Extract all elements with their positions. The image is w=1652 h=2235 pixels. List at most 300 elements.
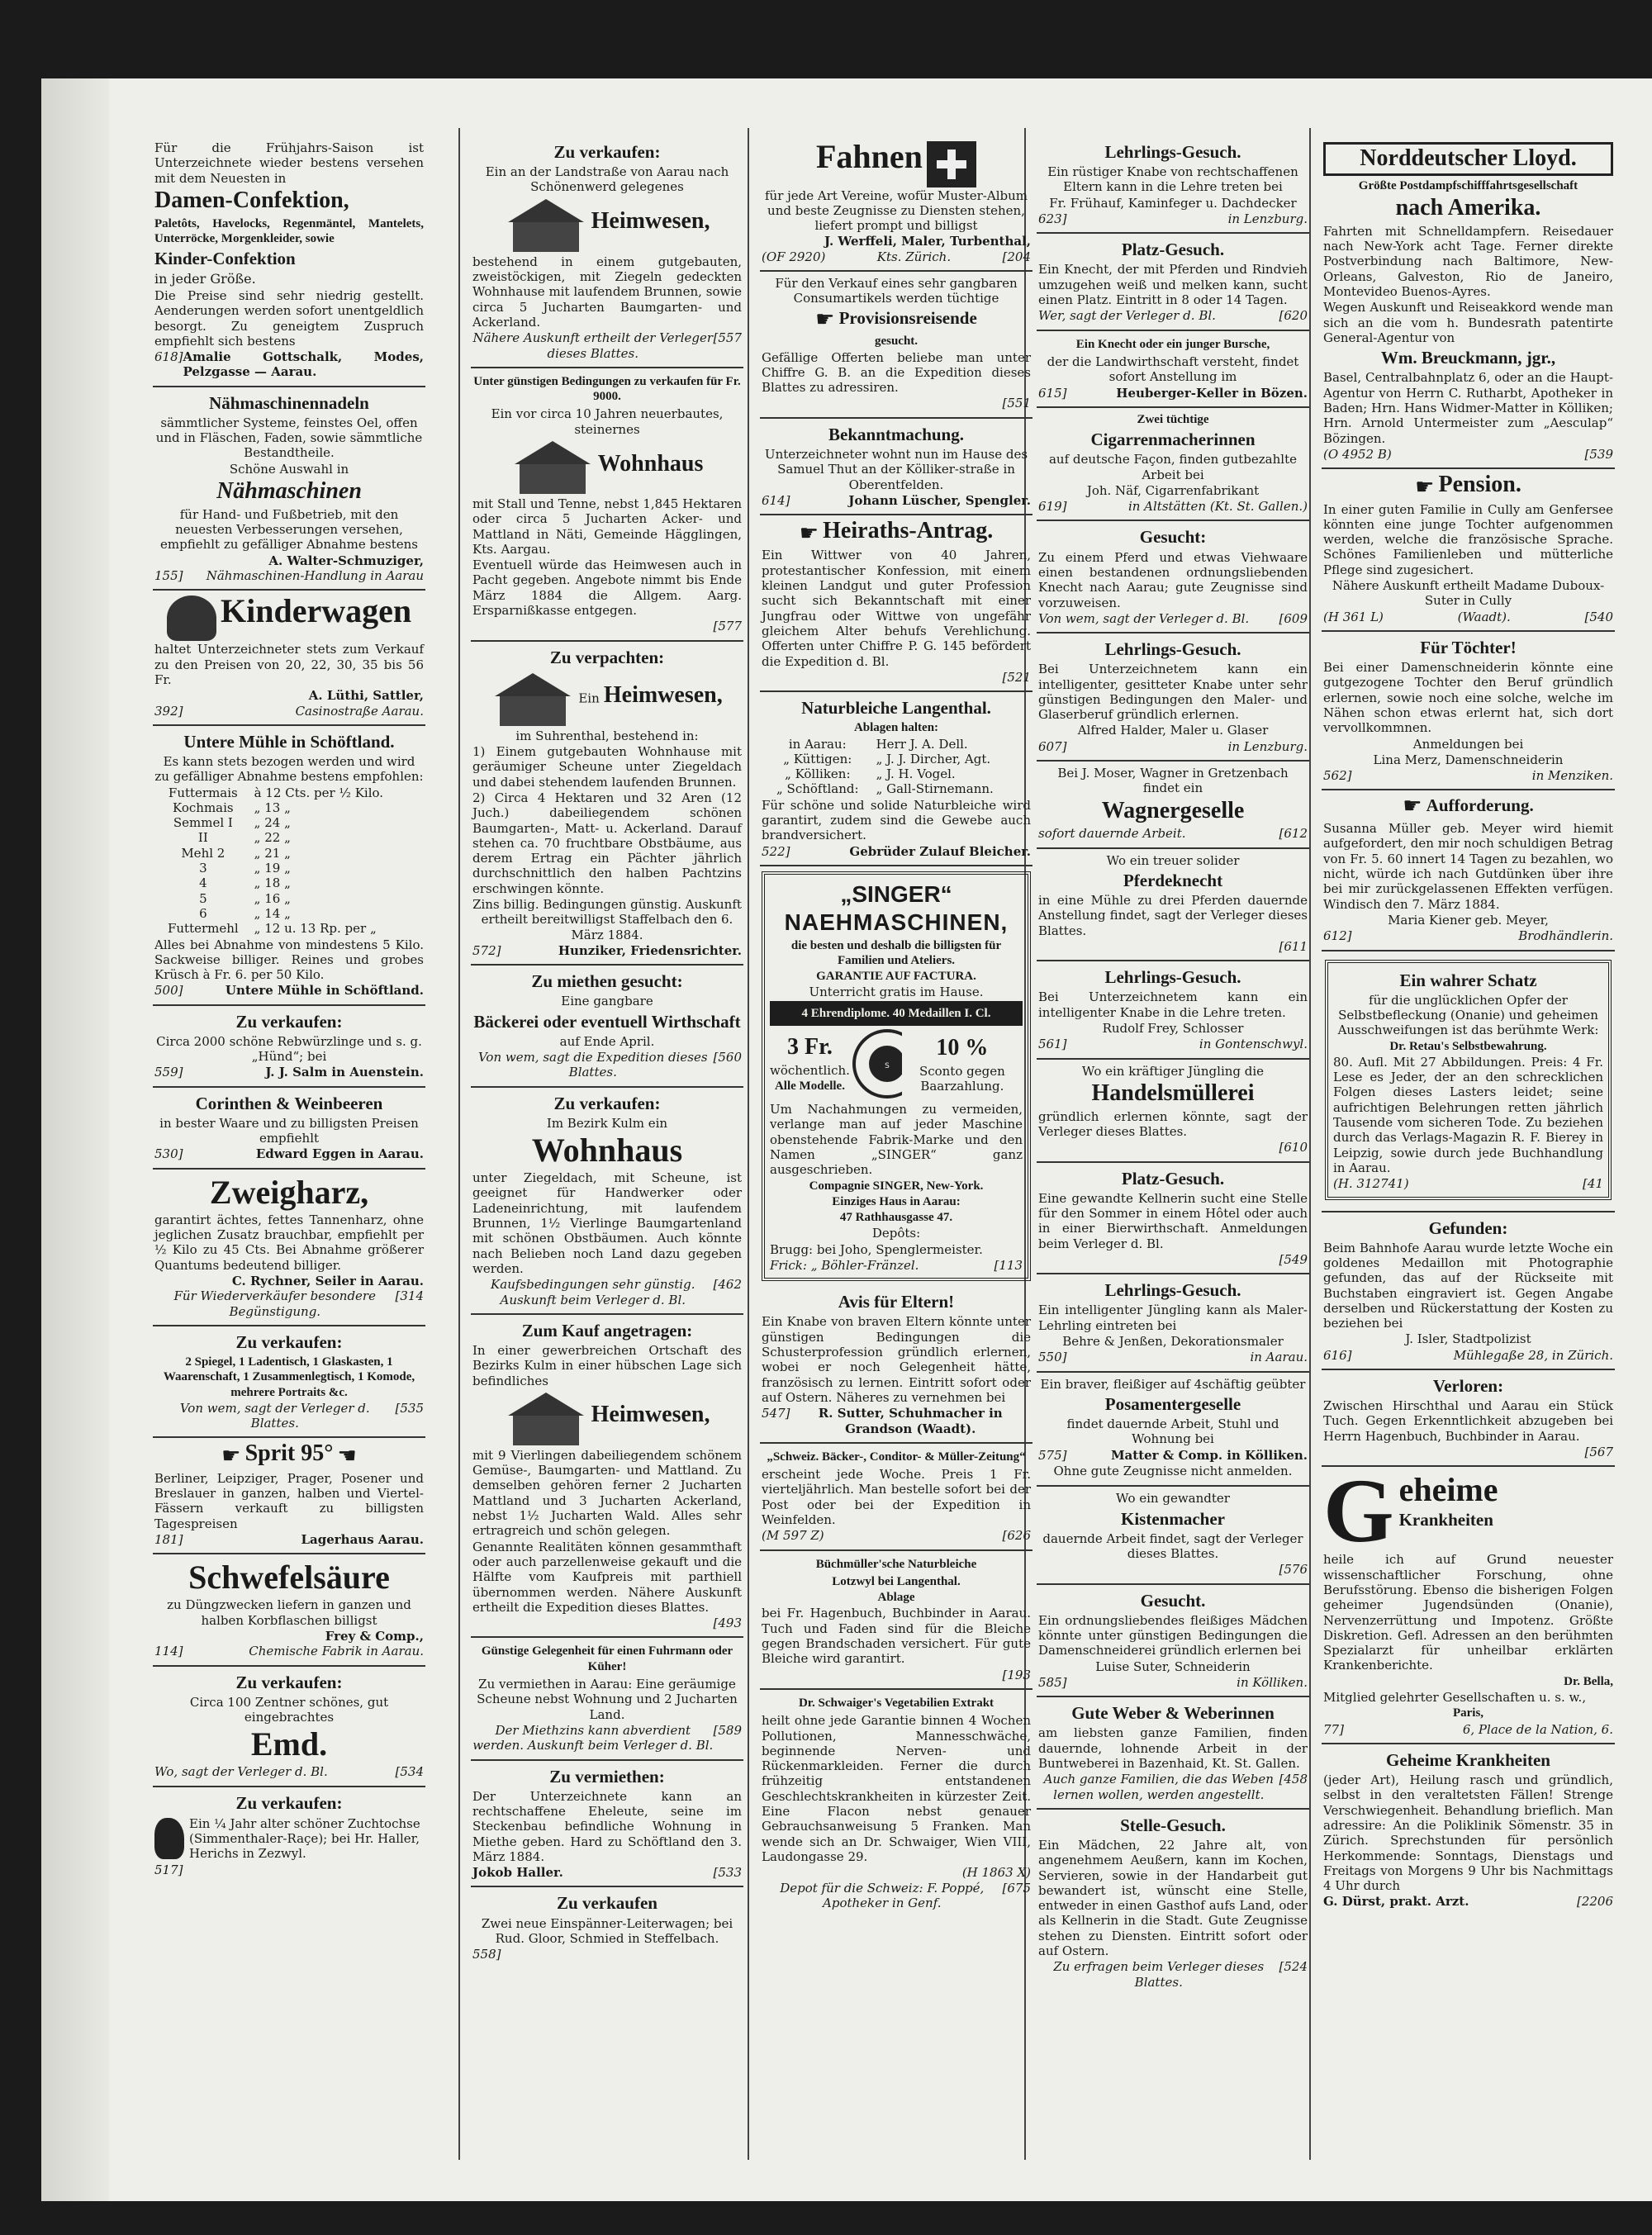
- ad-number: 114]: [154, 1644, 183, 1659]
- ad-text: erscheint jede Woche. Preis 1 Fr. vierteljährlich. Man bestelle sofort bei der Post oder bei der Expedition in Weinfelden.: [762, 1467, 1031, 1527]
- ad-title: Wohnhaus: [531, 1132, 683, 1170]
- ad-address: in Aarau.: [1250, 1350, 1308, 1365]
- ad-handelsmuellerei: [1037, 1060, 1309, 1163]
- ad-title: Heimwesen,: [591, 1402, 710, 1428]
- ad-number: [612: [1279, 826, 1308, 842]
- ad-text: Im Bezirk Kulm ein: [546, 1115, 668, 1131]
- ad-title: Heiraths-Antrag.: [823, 518, 994, 544]
- ad-title: Zu verkaufen:: [235, 1672, 343, 1692]
- ad-baeckerei: [471, 966, 743, 1087]
- pointing-hand-icon: ☛: [799, 520, 819, 546]
- ad-signature: Edward Eggen in Aarau.: [255, 1146, 424, 1162]
- ad-text: gründlich erlernen könnte, sagt der Verleger dieses Blattes.: [1038, 1108, 1308, 1140]
- ad-title: Emd.: [250, 1725, 328, 1763]
- ad-zweigharz: [153, 1170, 425, 1326]
- ad-text: für die unglücklichen Opfer der Selbstbefleckung (Onanie) und geheimen Ausschweifungen ist das berühmte Werk:: [1337, 992, 1599, 1038]
- ad-title: Unter günstigen Bedingungen zu verkaufen für Fr. 9000.: [473, 374, 741, 404]
- price-row: [154, 906, 424, 921]
- ad-text: Kaufsbedingungen sehr günstig. Auskunft beim Verleger d. Bl.: [491, 1277, 695, 1307]
- pointing-hand-icon: ☛: [221, 1444, 241, 1469]
- ad-text: Von wem, sagt der Verleger d. Bl.: [1038, 610, 1250, 626]
- ad-title: Büchmüller'sche Naturbleiche: [815, 1557, 977, 1571]
- price-row: [154, 846, 424, 861]
- depot-row-label: „ Küttigen:: [783, 751, 852, 766]
- ad-title: Zu verkaufen:: [553, 142, 661, 162]
- ad-number: [620: [1279, 308, 1308, 324]
- pointing-hand-icon: ☛: [1403, 794, 1422, 819]
- ad-gefunden: [1322, 1212, 1615, 1371]
- ad-text: Unterzeichneter wohnt nun im Hause des Samuel Thut an der Kölliker-straße in Oberentfelden.: [764, 446, 1028, 492]
- ad-text: Ein rüstiger Knabe von rechtschaffenen Eltern kann in die Lehre treten bei: [1047, 164, 1298, 195]
- ad-title: Nähmaschinen: [216, 478, 362, 505]
- ad-damen-confektion: [153, 136, 425, 387]
- ad-zeitung: [760, 1444, 1032, 1551]
- ad-number: 547]: [762, 1406, 790, 1421]
- price-row-label: Semmel I: [173, 815, 233, 831]
- ad-number: [610: [1279, 1140, 1308, 1155]
- ad-text: bei Fr. Hagenbuch, Buchbinder in Aarau. Tuch und Faden sind für die Bleiche gegen Brandschaden versichert. Für gute Bleiche wird garantirt.: [762, 1606, 1031, 1667]
- ad-title: Gute Weber & Weberinnen: [1071, 1703, 1275, 1724]
- price-row-value: à 12 Cts. per ½ Kilo.: [254, 785, 384, 800]
- ad-text: Für die Frühjahrs-Saison ist Unterzeichnete wieder bestens versehen mit dem Neuesten in: [154, 140, 424, 186]
- drop-capital: G: [1323, 1460, 1394, 1562]
- house-icon: [511, 438, 594, 496]
- ad-number: 612]: [1323, 928, 1352, 944]
- ad-number: 561]: [1038, 1037, 1067, 1052]
- ad-text: Ein ¼ Jahr alter schöner Zuchtochse (Simmenthaler-Raçe); bei Hr. Haller, Herichs in Zezwyl.: [189, 1815, 420, 1862]
- ad-platz-knecht: [1037, 234, 1309, 330]
- ad-title: Zu miethen gesucht:: [531, 971, 683, 992]
- ad-schwefelsaeure: [153, 1554, 425, 1666]
- ad-address: in Gontenschwyl.: [1199, 1037, 1308, 1052]
- ad-text: heile ich auf Grund neuester wissenschaftlicher Forschung, ohne Berufsstörung. Ebenso die bisherigen Folgen geheimer Jugendsünden (Onanie), Nervenzerrüttung und Impotenz. Größte Diskretion. Gefl. Adressen an den berühmten Spezialarzt für unheilbar erklärten Krankenberichte.: [1323, 1552, 1613, 1673]
- ad-signature: Heuberger-Keller in Bözen.: [1116, 385, 1308, 401]
- ad-address: in Lenzburg.: [1227, 738, 1308, 754]
- ad-poliklinik: [1322, 1744, 1615, 1915]
- ad-pferdeknecht: [1037, 849, 1309, 962]
- ad-buechmueller: [760, 1551, 1032, 1690]
- ad-subtitle: Zwei tüchtige: [1137, 412, 1209, 426]
- ad-title: Günstige Gelegenheit für einen Fuhrmann oder Küher!: [481, 1644, 733, 1673]
- ox-icon: [154, 1818, 184, 1859]
- ad-kauf-heimwesen: [471, 1315, 743, 1639]
- ad-title: Kinderwagen: [220, 592, 412, 630]
- ad-heimwesen-schoenenwerd: [471, 136, 743, 368]
- ad-aufforderung: [1322, 790, 1615, 951]
- ad-number: 522]: [762, 843, 790, 859]
- ad-signature: Jokob Haller.: [472, 1865, 563, 1881]
- ad-title: Posamentergeselle: [1104, 1393, 1241, 1414]
- ad-untere-muehle: [153, 726, 425, 1006]
- price-row: [154, 830, 424, 845]
- ad-text: Wo ein kräftiger Jüngling die: [1081, 1063, 1265, 1079]
- price-row-label: Futtermais: [168, 785, 238, 800]
- ad-text: Bei Unterzeichnetem kann ein intelligenter, gesitteter Knabe unter sehr günstigen Bedingungen den Maler- und Glaserberuf gründlich erlernen.: [1038, 662, 1308, 723]
- ad-number: 550]: [1038, 1350, 1067, 1365]
- ad-text: für jede Art Vereine, wofür Muster-Album und beste Zeugnisse zu Diensten stehen, liefert prompt und billigst: [765, 187, 1028, 234]
- price-row-value: „ 13 „: [254, 800, 291, 815]
- ad-number: 77]: [1323, 1721, 1344, 1737]
- ad-text: Zu einem Pferd und etwas Viehwaare einen bestandenen ordnungsliebenden Knecht nach Aarau; gute Zeugnisse sind vorzuweisen.: [1038, 549, 1308, 610]
- ad-number: (O 4952 B): [1323, 446, 1392, 462]
- ad-number: [577: [713, 619, 742, 634]
- ad-signature: Behre & Jenßen, Dekorationsmaler: [1062, 1334, 1284, 1349]
- ad-address: Casinostraße Aarau.: [295, 703, 424, 719]
- ad-number: [540: [1584, 609, 1613, 624]
- ad-title: Lehrlings-Gesuch.: [1104, 142, 1241, 162]
- ad-title: Heimwesen,: [603, 682, 723, 709]
- price-row-label: Kochmais: [173, 800, 234, 815]
- price-row-value: „ 18 „: [254, 875, 291, 891]
- depot-row-label: „ Schöftland:: [776, 781, 859, 797]
- ad-text: Von wem, sagt der Verleger d. Blattes.: [179, 1400, 370, 1431]
- ad-firm: Chemische Fabrik in Aarau.: [249, 1644, 424, 1659]
- ad-title: Provisionsreisende: [838, 307, 977, 328]
- ad-title: Lehrlings-Gesuch.: [1104, 1280, 1241, 1301]
- ad-title: Handelsmüllerei: [1091, 1080, 1255, 1106]
- ad-emd: [153, 1667, 425, 1787]
- ad-text: dauernde Arbeit findet, sagt der Verleger dieses Blattes.: [1042, 1530, 1303, 1561]
- ad-text: Depot für die Schweiz: F. Poppé, Apotheker in Genf.: [780, 1880, 985, 1910]
- pointing-hand-icon: ☛: [815, 306, 835, 332]
- price-row-value: „ 19 „: [254, 861, 291, 876]
- ad-number: 562]: [1323, 768, 1352, 784]
- ad-rebwuerzlinge: [153, 1006, 425, 1088]
- column-rule: [748, 128, 749, 2160]
- ad-title: Lehrlings-Gesuch.: [1104, 967, 1241, 988]
- ad-signature: Rudolf Frey, Schlosser: [1102, 1021, 1244, 1037]
- price-row: [154, 891, 424, 906]
- ad-title: Zu vermiethen:: [549, 1766, 665, 1787]
- ad-text: Der Unterzeichnete kann an rechtschaffene Eheleute, seine im Steckenbau befindliche Wohnung in Miethe geben. Hard zu Schöftland den 3. März 1884.: [472, 1788, 742, 1864]
- ad-signature: Dr. Bella,: [1564, 1674, 1613, 1688]
- ad-signature: Amalie Gottschalk, Modes, Pelzgasse — Aarau.: [183, 349, 424, 380]
- ad-number: 614]: [762, 492, 790, 508]
- ad-text: Zins billig. Bedingungen günstig. Auskunft ertheilt bereitwilligst Staffelbach den 6. März 1884.: [472, 897, 742, 942]
- ad-text: Gefällige Offerten beliebe man unter Chiffre G. B. an die Expedition dieses Blattes zu adressiren.: [762, 349, 1031, 396]
- ad-title: Zu verkaufen:: [235, 1792, 343, 1813]
- ad-title: Zu verkaufen:: [235, 1011, 343, 1032]
- ad-title: Corinthen & Weinbeeren: [195, 1093, 383, 1113]
- ad-number: [204: [1002, 249, 1031, 264]
- depot-row-value: „ Gall-Stirnemann.: [876, 781, 994, 797]
- ad-title: „Schweiz. Bäcker-, Conditor- & Müller-Zeitung“: [767, 1450, 1026, 1464]
- ad-title: Aufforderung.: [1426, 795, 1534, 815]
- ad-signature: Lina Merz, Damenschneiderin: [1373, 752, 1564, 767]
- ad-provisionsreisende: [760, 272, 1032, 419]
- price-label: 3 Fr.: [786, 1034, 833, 1061]
- ad-title: Dr. Schwaiger's Vegetabilien Extrakt: [798, 1696, 995, 1710]
- ad-text: Mitglied gelehrter Gesellschaften u. s. w.,: [1323, 1690, 1587, 1706]
- ad-number: [611: [1279, 939, 1308, 955]
- ad-lehrling-schlosser: [1037, 961, 1309, 1059]
- ad-subtitle: Kinder-Confektion: [154, 249, 296, 269]
- ad-title: Schwefelsäure: [188, 1559, 390, 1597]
- ad-title: Pferdeknecht: [1123, 871, 1223, 890]
- ad-text: Ein an der Landstraße von Aarau nach Schönenwerd gelegenes: [485, 164, 729, 195]
- ad-number: 559]: [154, 1065, 183, 1080]
- ad-title: NAEHMASCHINEN,: [784, 909, 1009, 935]
- ad-subtitle: gesucht.: [874, 335, 919, 349]
- ad-address: in Menziken.: [1531, 768, 1613, 784]
- ad-number: [567: [1584, 1445, 1613, 1460]
- ad-text: Bei J. Moser, Wagner in Gretzenbach findet ein: [1057, 766, 1289, 796]
- ad-text: sämmtlicher Systeme, feinstes Oel, offen und in Fläschen, Faden, sowie sämmtliche Bestandtheile.: [155, 415, 423, 461]
- depot-row: [762, 781, 1031, 796]
- ad-title: Pension.: [1438, 472, 1521, 498]
- ad-address: 47 Rathhausgasse 47.: [839, 1211, 953, 1225]
- ad-number: [113: [994, 1258, 1023, 1273]
- ad-text: Von wem, sagt die Expedition dieses Blattes.: [477, 1050, 708, 1080]
- ad-title: Platz-Gesuch.: [1121, 1168, 1225, 1189]
- ad-posamenter: [1037, 1373, 1309, 1488]
- ad-text: Brugg: bei Joho, Spenglermeister.: [770, 1241, 983, 1257]
- ad-text: haltet Unterzeichneter stets zum Verkauf zu den Preisen von 20, 22, 30, 35 bis 56 Fr.: [154, 642, 424, 687]
- ad-address: (Waadt).: [1457, 609, 1511, 624]
- ad-title: Zum Kauf angetragen:: [521, 1320, 693, 1341]
- ad-number: (M 597 Z): [762, 1528, 824, 1544]
- ad-signature: G. Dürst, prakt. Arzt.: [1323, 1894, 1469, 1910]
- ad-norddeutscher-lloyd: [1322, 136, 1615, 469]
- ad-address: 6, Place de la Nation, 6.: [1462, 1721, 1613, 1737]
- ad-text: heilt ohne jede Garantie binnen 4 Wochen Pollutionen, Mannesschwäche, beginnende Nerven- und Rückenmarkleiden. Ferner die durch frühzeitig entstandenen Geschlechtskrankheiten in kürzester Zeit. Eine Flacon nebst genauer Gebrauchsanweisung 5 Franken. Man wende sich an Dr. Schwaiger, Wien VIII, Laudongasse 29.: [762, 1713, 1031, 1864]
- ad-signature: Maria Kiener geb. Meyer,: [1388, 912, 1549, 928]
- ad-title: Gefunden:: [1428, 1217, 1508, 1238]
- ad-signature: A. Walter-Schmuziger,: [268, 553, 424, 568]
- list-item: 2) Circa 4 Hektaren und 32 Aren (12 Juch.) dabeiliegendem schönen Baumgarten-, Matt- u. Ackerland. Darauf stehen ca. 70 fruchtbare Obstbäume, aus derem Ertrag ein Pächter jährlich durchschnittlich den halben Pachtzins erschwingen könnte.: [472, 790, 742, 896]
- ad-subtitle: Größte Postdampfschifffahrtsgesellschaft: [1358, 178, 1578, 192]
- ad-text: Genannte Realitäten können gesammthaft oder auch parzellenweise gekauft und die Hälfte vom Kaufpreis mit parthiell übernommen werden. Nähere Auskunft ertheilt die Expedition dieses Blattes.: [472, 1539, 742, 1615]
- ad-title: Kistenmacher: [1121, 1508, 1225, 1529]
- ad-text: Berliner, Leipziger, Prager, Posener und Breslauer in ganzen, halben und Viertel-Fässern verkauft zu billigsten Tagespreisen: [154, 1470, 424, 1531]
- ad-text: mit 9 Vierlingen dabeiliegendem schönem Gemüse-, Baumgarten- und Mattland. Zu demselben gehören ferner 2 Jucharten Mattland und 3 Jucharten Ackerland, nebst 1½ Jucharten Wald. Alles sehr ertragreich und schön gelegen.: [472, 1447, 742, 1539]
- ad-number: [524: [1279, 1959, 1308, 1975]
- ad-text: Zwischen Hirschthal und Aarau ein Stück Tuch. Gegen Erkenntlichkeit abzugeben bei Herrn Hagenbuch, Buchbinder in Aarau.: [1323, 1398, 1613, 1444]
- ad-text: garantirt ächtes, fettes Tannenharz, ohne jeglichen Zusatz brauchbar, empfiehlt per ½ Kilo zu 45 Cts. Bei Abnahme größerer Quantums bedeutend billiger.: [154, 1212, 424, 1273]
- ad-text: Ein intelligenter Jüngling kann als Maler-Lehrling eintreten bei: [1038, 1303, 1308, 1333]
- ad-verpachten: [471, 642, 743, 966]
- ad-number: [193: [1002, 1667, 1031, 1682]
- ad-number: [534: [395, 1764, 424, 1780]
- singer-seal-icon: [850, 1027, 902, 1101]
- ad-text: Ein Mädchen, 22 Jahre alt, von angenehmem Aeußern, kann im Kochen, Servieren, sowie in der Handarbeit gut bewandert ist, wünscht eine Stelle, entweder in einen Gasthof aufs Land, oder als Kellnerin in die Stadt. Gute Zeugnisse stehen zu Diensten. Eintritt sofort oder auf Ostern.: [1038, 1837, 1308, 1959]
- column-2: [471, 136, 743, 1967]
- ad-signature: R. Sutter, Schuhmacher in Grandson (Waadt).: [818, 1406, 1003, 1436]
- ad-lehrling-kaminfeger: [1037, 136, 1309, 234]
- ad-spiegel: [153, 1326, 425, 1439]
- ad-number: [462: [713, 1277, 742, 1293]
- ad-text: Ein braver, fleißiger auf 4schäftig geübter: [1040, 1376, 1306, 1392]
- pointing-hand-icon: ☛: [1415, 474, 1435, 500]
- ad-number: [675: [1002, 1880, 1031, 1896]
- ad-title: Heimwesen,: [591, 208, 710, 235]
- ad-text: Ein ordnungsliebendes fleißiges Mädchen könnte unter günstigen Bedingungen die Damenschneiderei gründlich erlernen bei: [1038, 1612, 1308, 1658]
- ad-text: Paletôts, Havelocks, Regenmäntel, Mantelets, Unterröcke, Morgenkleider, sowie: [154, 216, 424, 245]
- price-table: [154, 785, 424, 937]
- ad-number: (H. 312741): [1333, 1176, 1409, 1192]
- house-icon: [491, 670, 574, 728]
- ad-signature: Joh. Näf, Cigarrenfabrikant: [1086, 482, 1260, 498]
- ad-text: Susanna Müller geb. Meyer wird hiemit aufgefordert, den mir noch schuldigen Betrag von Fr. 5. 60 innert 14 Tagen zu bezahlen, wo nicht, würde ich nach Gutdünken über ihre bei mir zurückgelassenen Effekten verfügen. Windisch den 7. März 1884.: [1323, 821, 1613, 912]
- column-rule: [1309, 128, 1311, 2160]
- ad-text: Auch ganze Familien, die das Weben lernen wollen, werden angestellt.: [1043, 1772, 1274, 1802]
- ad-number: [557: [713, 330, 742, 346]
- ad-title: Bekanntmachung.: [828, 424, 964, 444]
- ad-text: der die Landwirthschaft versteht, findet sofort Anstellung im: [1047, 354, 1299, 385]
- ad-title: Für Töchter!: [1420, 637, 1517, 657]
- ad-text: die besten und deshalb die billigsten für Familien und Ateliers.: [790, 938, 1002, 967]
- ad-heiratsantrag: [760, 515, 1032, 692]
- price-row: [154, 875, 424, 890]
- ad-number: [626: [1002, 1528, 1031, 1544]
- ad-text: GARANTIE AUF FACTURA.: [816, 970, 976, 984]
- ad-number: 572]: [472, 942, 501, 958]
- ad-book-title: Dr. Retau's Selbstbewahrung.: [1389, 1039, 1547, 1053]
- price-row: [154, 815, 424, 830]
- ad-text: Ein vor circa 10 Jahren neuerbautes, steinernes: [491, 406, 724, 437]
- ad-number: 517]: [154, 1862, 183, 1877]
- ad-signature: A. Lüthi, Sattler,: [308, 688, 424, 704]
- swiss-flag-icon: [927, 141, 976, 187]
- house-icon: [505, 1389, 587, 1447]
- ad-signature: J. Werffeli, Maler, Turbenthal,: [824, 234, 1031, 249]
- ad-text: am liebsten ganze Familien, finden dauernde, lohnende Arbeit in der Buntweberei in Bazenhaid, Kt. St. Gallen.: [1038, 1725, 1308, 1771]
- ad-text: 80. Aufl. Mit 27 Abbildungen. Preis: 4 Fr. Lese es Jeder, der an den schrecklichen Folgen dieses Lasters leidet; seine aufrichtigen Belehrungen retten jährlich Tausende vom sicheren Tode. Zu beziehen durch das Verlags-Magazin R. F. Bierey in Leipzig, sowie durch jede Buchhandlung in Aarau.: [1333, 1054, 1603, 1175]
- ad-fuer-toechter: [1322, 632, 1615, 791]
- price-row: [154, 785, 424, 800]
- ad-text: Sconto gegen Baarzahlung.: [919, 1063, 1005, 1094]
- ad-text: bestehend in einem gutgebauten, zweistöckigen, mit Ziegeln gedeckten Wohnhause mit laufendem Brunnen, sowie circa 5 Jucharten Baumgarten- und Ackerland.: [472, 254, 742, 330]
- ad-title: eheime: [1398, 1471, 1498, 1509]
- ad-address: in Altstätten (Kt. St. Gallen.): [1127, 499, 1308, 515]
- ad-text: Die Preise sind sehr niedrig gestellt. Aenderungen werden sofort unentgeldlich besorgt. Zu geneigtem Zuspruch empfiehlt sich bestens: [154, 287, 424, 349]
- ad-title: Naturbleiche Langenthal.: [801, 698, 991, 719]
- ad-number: [458: [1279, 1772, 1308, 1787]
- ad-text: Bei Unterzeichnetem kann ein intelligenter Knabe in die Lehre treten.: [1038, 989, 1308, 1020]
- ad-text: Für schöne und solide Naturbleiche wird garantirt, zudem sind die Gewebe auch brandversichert.: [762, 797, 1031, 843]
- ad-title: Wagnergeselle: [1101, 797, 1245, 823]
- depot-row-value: „ J. H. Vogel.: [876, 766, 956, 782]
- ad-number: 530]: [154, 1146, 183, 1162]
- ad-wohnhaus-kulm: [471, 1088, 743, 1315]
- ad-gesucht-knecht: [1037, 521, 1309, 633]
- ad-fahnen: [760, 136, 1032, 272]
- depot-row-value: Herr J. A. Dell.: [876, 736, 968, 752]
- ad-number: (H 361 L): [1323, 609, 1384, 624]
- ad-number: 619]: [1038, 499, 1067, 515]
- stroller-icon: [167, 596, 216, 641]
- ad-number: [560: [713, 1050, 742, 1065]
- ad-signature: Alfred Halder, Maler u. Glaser: [1077, 723, 1269, 738]
- depot-table: [762, 737, 1031, 797]
- price-row-value: „ 12 u. 13 Rp. per „: [254, 921, 377, 937]
- ad-schwaiger: [760, 1690, 1032, 1916]
- ad-text: Circa 100 Zentner schönes, gut eingebrachtes: [189, 1694, 389, 1725]
- ad-address: Brodhändlerin.: [1518, 928, 1613, 944]
- ad-text: Wo ein gewandter: [1116, 1491, 1230, 1507]
- ad-agent: Wm. Breuckmann, jgr.,: [1380, 348, 1556, 368]
- ad-text: Ein Knabe von braven Eltern könnte unter günstigen Bedingungen die Schusterprofession gründlich erlernen, wobei er noch Gelegenheit hätte, französisch zu lernen. Eintritt sofort oder auf Ostern. Näheres zu vernehmen bei: [762, 1314, 1031, 1405]
- ad-text: unter Ziegeldach, mit Scheune, ist geeignet für Handwerker oder Ladeneinrichtung, mit laufendem Brunnen, 1½ Vierlinge Baumgartenland mit schönen Obstbäumen. Auch könnte nach Belieben noch Land dazu gegeben werden.: [472, 1170, 742, 1276]
- ad-text: Wer, sagt der Verleger d. Bl.: [1038, 308, 1216, 324]
- ad-lehrling-dekoration: [1037, 1274, 1309, 1372]
- ad-city: Paris,: [1452, 1706, 1484, 1720]
- ad-text: Eventuell würde das Heimwesen auch in Pacht gegeben. Angebote nimmt bis Ende März 1884 die Allgem. Aarg. Ersparnißkasse entgegen.: [472, 558, 742, 619]
- ad-naehmaschinen: [153, 387, 425, 591]
- ad-lehrling-maler: [1037, 633, 1309, 762]
- price-row-label: Futtermehl: [167, 921, 239, 937]
- ad-title: Cigarrenmacherinnen: [1090, 429, 1256, 450]
- ad-vermiethen: [471, 1761, 743, 1888]
- ad-number: (OF 2920): [762, 249, 826, 264]
- ad-subtitle: Krankheiten: [1398, 1510, 1493, 1530]
- ad-text: für Hand- und Fußbetrieb, mit den neuesten Verbesserungen versehen, empfiehlt zu gefälliger Abnahme bestens: [160, 506, 418, 553]
- price-row-label: 5: [199, 890, 207, 906]
- ad-text: Eine gewandte Kellnerin sucht eine Stelle für den Sommer in einem Hôtel oder auch in einer Bierwirthschaft. Anmeldungen beim Verleger d. Bl.: [1038, 1190, 1308, 1251]
- ad-text: Wegen Auskunft und Reiseakkord wende man sich an die vom h. Bundesrath patentirte General-Agentur von: [1323, 300, 1613, 345]
- price-row-label: 4: [199, 875, 207, 891]
- ad-title: Damen-Confektion,: [154, 187, 349, 213]
- ad-number: [576: [1279, 1562, 1308, 1578]
- depot-row: [762, 737, 1031, 752]
- price-row-label: 6: [199, 905, 207, 921]
- ad-title: Ein Knecht oder ein junger Bursche,: [1075, 337, 1270, 351]
- ad-number: 392]: [154, 703, 183, 719]
- ad-title: Sprit 95°: [244, 1440, 334, 1467]
- ad-number: [533: [713, 1865, 742, 1881]
- ad-number: [41: [1583, 1176, 1603, 1192]
- ad-signature: J. J. Salm in Auenstein.: [265, 1065, 424, 1080]
- ad-number: [535: [395, 1400, 424, 1416]
- ad-signature: C. Rychner, Seiler in Aarau.: [231, 1273, 424, 1288]
- ad-title: Nähmaschinennadeln: [209, 392, 369, 413]
- ad-text: In einer guten Familie in Cully am Genfersee könnten eine junge Tochter aufgenommen werden, welche die französische Sprache. Schönes Familienleben und mütterliche Pflege sind zugesichert.: [1323, 501, 1613, 577]
- ad-text: Einziges Haus in Aarau:: [832, 1194, 961, 1208]
- discount-label: 10 %: [936, 1034, 989, 1061]
- ad-text: Schöne Auswahl in: [229, 461, 349, 477]
- ad-signature: Johann Lüscher, Spengler.: [848, 492, 1031, 508]
- ad-signature: Frey & Comp.,: [325, 1628, 424, 1644]
- price-row-value: „ 21 „: [254, 845, 291, 861]
- ad-title: Untere Mühle in Schöftland.: [183, 731, 395, 752]
- ad-number: [493: [713, 1616, 742, 1631]
- ad-title: Gesucht.: [1140, 1590, 1206, 1611]
- ad-subtitle: Ablage: [877, 1591, 915, 1605]
- ad-text: Wo ein treuer solider: [1106, 852, 1240, 868]
- ad-text: Ohne gute Zeugnisse nicht anmelden.: [1053, 1463, 1293, 1478]
- price-row: [154, 861, 424, 875]
- ad-title: Bäckerei oder eventuell Wirthschaft: [473, 1011, 741, 1032]
- ad-address: Kts. Zürich.: [876, 249, 952, 264]
- ad-wagnergeselle: [1037, 762, 1309, 849]
- ad-text: 2 Spiegel, 1 Ladentisch, 1 Glaskasten, 1 Waarenschaft, 1 Zusammenlegtisch, 1 Komode, mehrere Portraits &c.: [163, 1355, 415, 1399]
- ad-signature: Gebrüder Zulauf Bleicher.: [849, 843, 1031, 859]
- ad-naturbleiche: [760, 692, 1032, 866]
- ad-signature: Lagerhaus Aarau.: [301, 1532, 424, 1548]
- column-5: [1322, 136, 1615, 1915]
- ad-text: (jeder Art), Heilung rasch und gründlich, selbst in den veraltetsten Fällen! Strenge Verschwiegenheit. Behandlung brieflich. Man adressire: An die Poliklinik Sömenstr. 35 in Zürich. Sprechstunden für persönlich Herkommende: Sonntags, Dienstags und Freitags von Morgens 9 Uhr bis Nachmittags 4 Uhr durch: [1323, 1772, 1613, 1894]
- ad-text: Alle Modelle.: [774, 1080, 845, 1094]
- ad-text: Alles bei Abnahme von mindestens 5 Kilo. Sackweise billiger. Reines und grobes Krüsch à Fr. 6. per 50 Kilo.: [154, 937, 424, 983]
- ad-geheime-krankheiten-paris: [1322, 1460, 1615, 1744]
- column-1: [153, 136, 425, 1883]
- column-3: [760, 136, 1032, 1916]
- ad-cigarren: [1037, 408, 1309, 522]
- ad-number: 558]: [472, 1947, 501, 1962]
- ad-text: Es kann stets bezogen werden und wird zu gefälliger Abnahme bestens empfohlen:: [154, 753, 424, 785]
- price-row-value: „ 16 „: [254, 890, 291, 906]
- ad-title: Avis für Eltern!: [838, 1292, 955, 1312]
